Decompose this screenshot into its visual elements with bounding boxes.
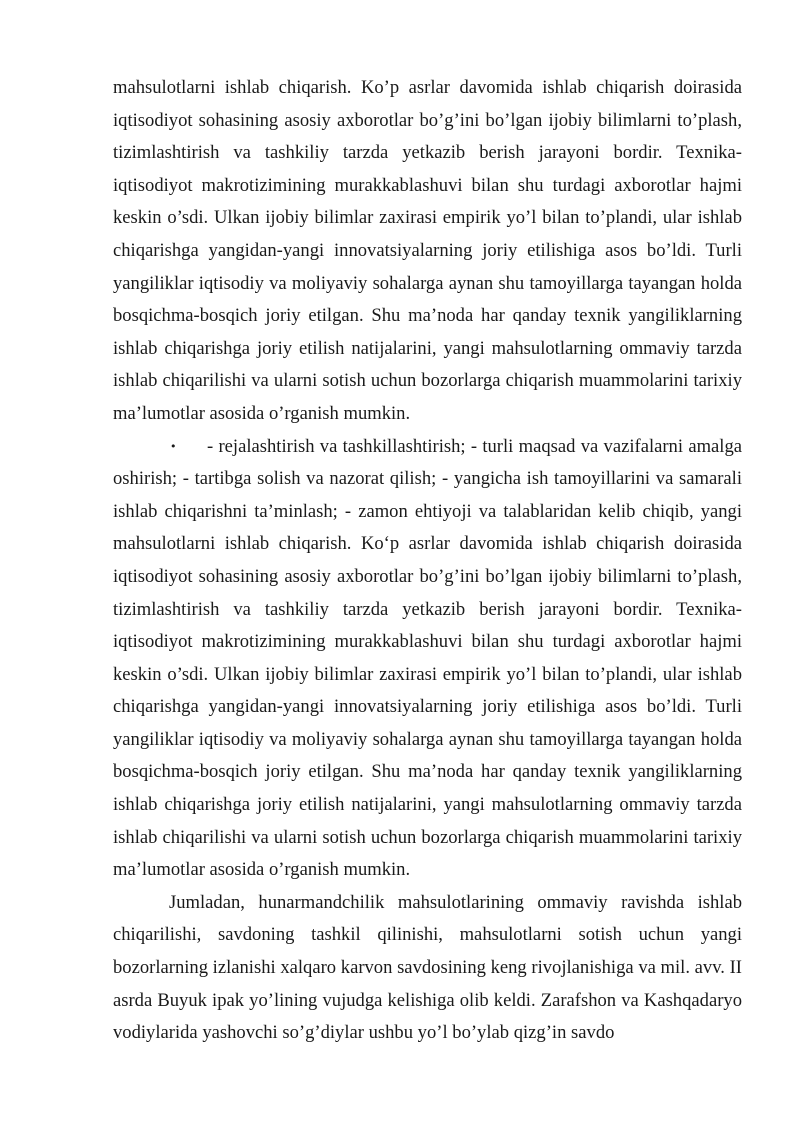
bullet-paragraph [113, 431, 742, 887]
bullet-icon: • [170, 439, 177, 453]
paragraph-continuation: mahsulotlarni ishlab chiqarish. Ko’p asrlar davomida ishlab chiqarish doirasida iqtisodiyot sohasining asosiy axborotlar bo’g’ini bo’lgan ijobiy bilimlarni to’plash, tizimlashtirish va tashkiliy tarzda yetkazib berish jarayoni bordir. Texnika-iqtisodiyot makrotizimining murakkablashuvi bilan shu turdagi axborotlar hajmi keskin o’sdi. Ulkan ijobiy bilimlar zaxirasi empirik yo’l bilan to’plandi, ular ishlab chiqarishga yangidan-yangi innovatsiyalarning joriy etilishiga asos bo’ldi. Turli yangiliklar iqtisodiy va moliyaviy sohalarga aynan shu tamoyillarga tayangan holda bosqichma-bosqich joriy etilgan. Shu ma’noda har qanday texnik yangiliklarning ishlab chiqarishga joriy etilish natijalarini, yangi mahsulotlarning ommaviy tarzda ishlab chiqarilishi va ularni sotish uchun bozorlarga chiqarish muammolarini tarixiy ma’lumotlar asosida o’rganish mumkin. [113, 77, 742, 424]
paragraph-jumladan: Jumladan, hunarmandchilik mahsulotlarining ommaviy ravishda ishlab chiqarilishi, savdoning tashkil qilinishi, mahsulotlarni sotish uchun yangi bozorlarning izlanishi xalqaro karvon savdosining keng rivojlanishiga va mil. avv. II asrda Buyuk ipak yo’lining vujudga kelishiga olib keldi. Zarafshon va Kashqadaryo vodiylarida yashovchi so’g’diylar ushbu yo’l bo’ylab qizg’in savdo [113, 891, 742, 1044]
bullet-paragraph-text: - rejalashtirish va tashkillashtirish; - turli maqsad va vazifalarni amalga oshirish; - tartibga solish va nazorat qilish; - yangicha ish tamoyillarini va samarali ishlab chiqarishni ta’minlash; - zamon ehtiyoji va talablaridan kelib chiqib, yangi mahsulotlarni ishlab chiqarish. Ko‘p asrlar davomida ishlab chiqarish doirasida iqtisodiyot sohasining asosiy axborotlar bo’g’ini bo’lgan ijobiy bilimlarni to’plash, tizimlashtirish va tashkiliy tarzda yetkazib berish jarayoni bordir. Texnika-iqtisodiyot makrotizimining murakkablashuvi bilan shu turdagi axborotlar hajmi keskin o’sdi. Ulkan ijobiy bilimlar zaxirasi empirik yo’l bilan to’plandi, ular ishlab chiqarishga yangidan-yangi innovatsiyalarning joriy etilishiga asos bo’ldi. Turli yangiliklar iqtisodiy va moliyaviy sohalarga aynan shu tamoyillarga tayangan holda bosqichma-bosqich joriy etilgan. Shu ma’noda har qanday texnik yangiliklarning ishlab chiqarishga joriy etilish natijalarini, yangi mahsulotlarning ommaviy tarzda ishlab chiqarilishi va ularni sotish uchun bozorlarga chiqarish muammolarini tarixiy ma’lumotlar asosida o’rganish mumkin. [113, 435, 742, 881]
document-body [113, 72, 742, 1050]
